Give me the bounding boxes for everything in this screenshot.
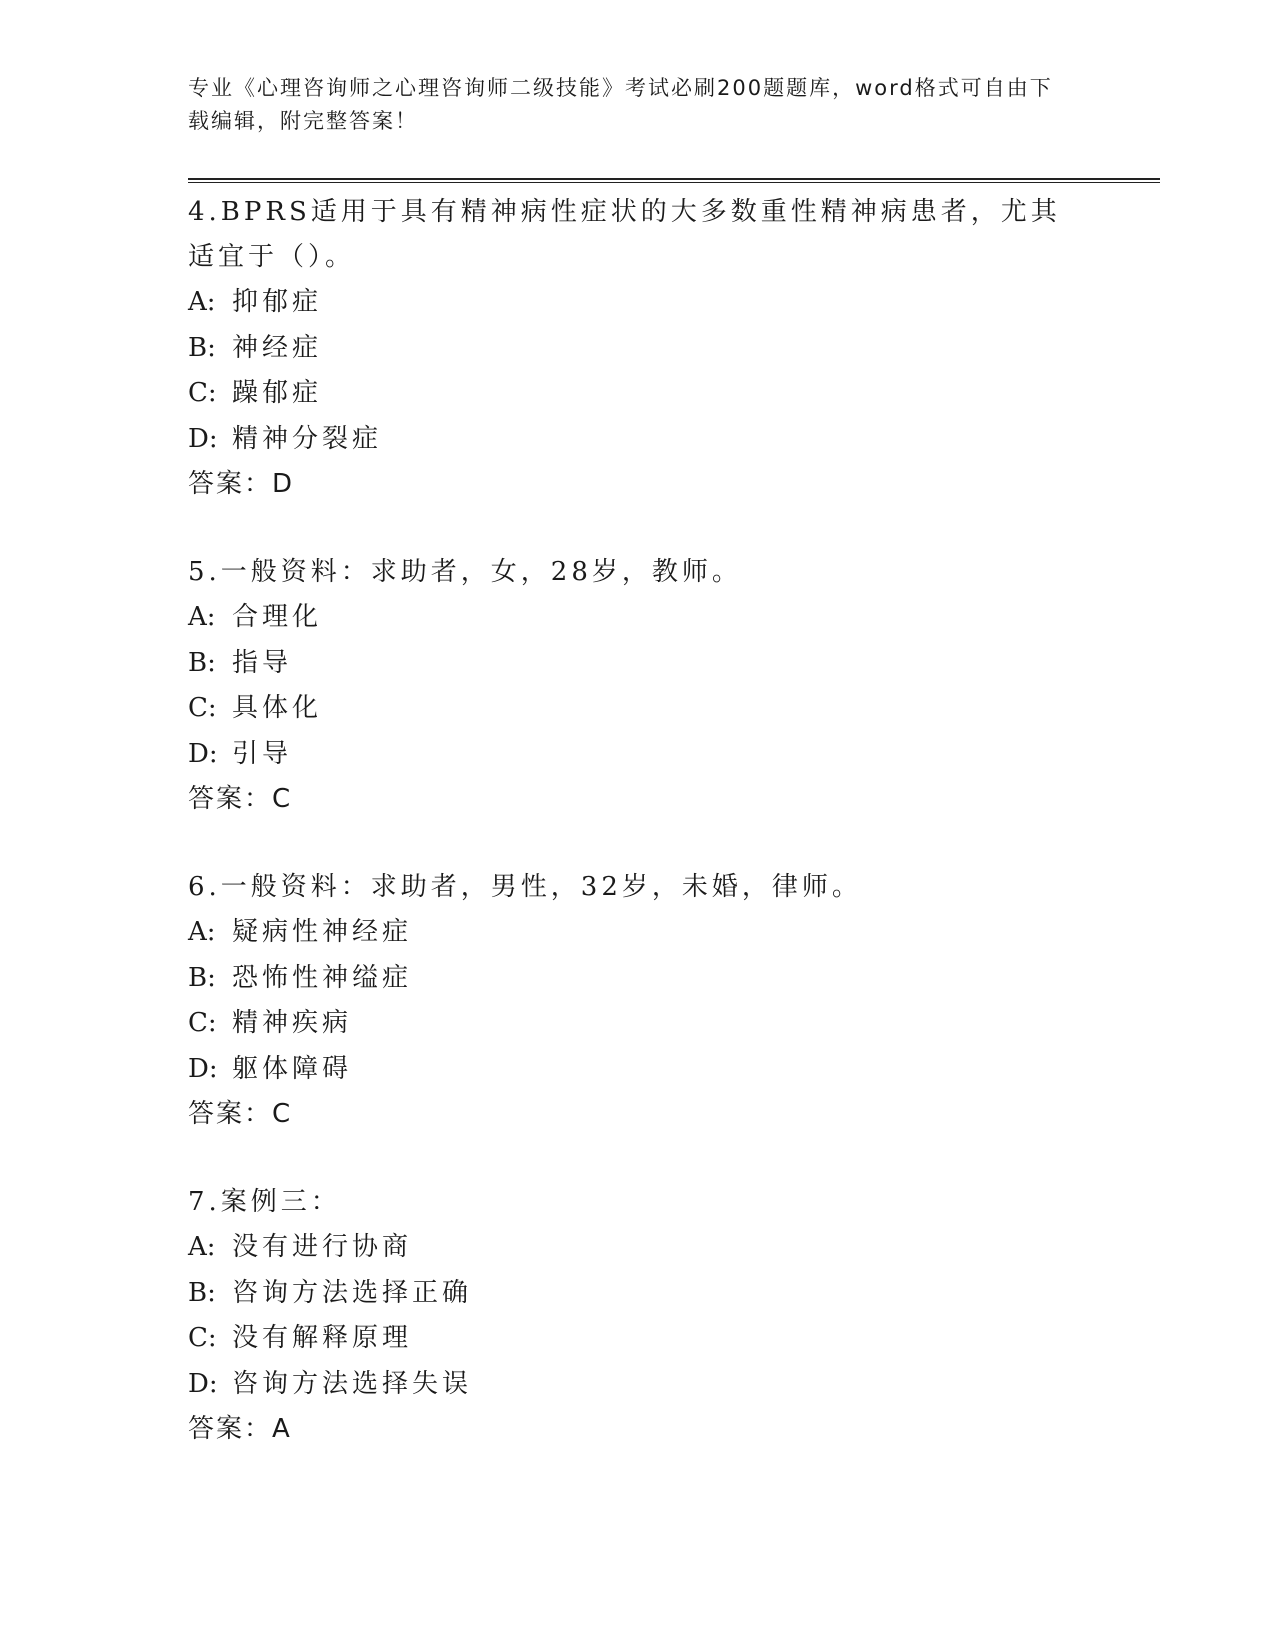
- option-letter: D:: [188, 423, 218, 454]
- option-letter: A:: [188, 602, 216, 632]
- option-b: [188, 326, 1088, 372]
- answer-line: 答案：D: [188, 469, 295, 499]
- option-c: [188, 371, 1088, 417]
- answer-line: 答案：C: [188, 1099, 293, 1129]
- option-b: [188, 641, 1088, 687]
- question-item: [188, 1180, 1088, 1452]
- option-letter: D:: [188, 1368, 218, 1399]
- option-a: [188, 1225, 1088, 1271]
- option-d: [188, 732, 1088, 778]
- option-a: [188, 280, 1088, 326]
- option-text: 咨询方法选择失误: [232, 1368, 473, 1399]
- option-letter: A:: [188, 1232, 216, 1262]
- question-title: 4.BPRS适用于具有精神病性症状的大多数重性精神病患者，尤其适宜于（）。: [188, 197, 1061, 272]
- option-text: 具体化: [232, 693, 323, 723]
- option-text: 精神分裂症: [232, 423, 383, 454]
- option-text: 合理化: [232, 602, 323, 632]
- option-text: 躯体障碍: [232, 1053, 353, 1084]
- answer-line: 答案：C: [188, 784, 293, 814]
- question-title: 6.一般资料：求助者，男性，32岁，未婚，律师。: [188, 872, 862, 902]
- option-letter: B:: [188, 332, 216, 363]
- option-c: [188, 1316, 1088, 1362]
- option-c: [188, 1001, 1088, 1047]
- option-letter: C:: [188, 1008, 217, 1038]
- option-letter: C:: [188, 378, 217, 408]
- question-title: 5.一般资料：求助者，女，28岁，教师。: [188, 557, 742, 587]
- question-item: [188, 190, 1088, 507]
- question-item: [188, 550, 1088, 822]
- option-d: [188, 1362, 1088, 1408]
- option-text: 神经症: [232, 332, 323, 363]
- option-d: [188, 1047, 1088, 1093]
- question-list: [188, 190, 1088, 1495]
- option-letter: C:: [188, 1323, 217, 1353]
- option-letter: B:: [188, 647, 216, 678]
- option-text: 引导: [232, 738, 293, 769]
- option-text: 没有解释原理: [232, 1323, 413, 1353]
- option-text: 指导: [232, 647, 293, 678]
- option-b: [188, 1271, 1088, 1317]
- option-c: [188, 686, 1088, 732]
- option-letter: B:: [188, 962, 216, 993]
- option-text: 精神疾病: [232, 1008, 353, 1038]
- document-header: 专业《心理咨询师之心理咨询师二级技能》考试必刷200题题库，word格式可自由下载编辑，附完整答案！: [188, 76, 1053, 133]
- question-item: [188, 865, 1088, 1137]
- option-letter: A:: [188, 917, 216, 947]
- option-text: 躁郁症: [232, 378, 323, 408]
- option-text: 疑病性神经症: [232, 917, 413, 947]
- option-text: 没有进行协商: [232, 1232, 413, 1262]
- option-text: 抑郁症: [232, 287, 323, 317]
- option-d: [188, 417, 1088, 463]
- option-text: 恐怖性神缢症: [232, 962, 413, 993]
- question-title: 7.案例三：: [188, 1187, 341, 1217]
- header-divider: [188, 178, 1160, 183]
- option-a: [188, 910, 1088, 956]
- option-a: [188, 595, 1088, 641]
- option-b: [188, 956, 1088, 1002]
- option-text: 咨询方法选择正确: [232, 1277, 473, 1308]
- answer-line: 答案：A: [188, 1414, 292, 1444]
- option-letter: D:: [188, 738, 218, 769]
- option-letter: D:: [188, 1053, 218, 1084]
- option-letter: C:: [188, 693, 217, 723]
- option-letter: B:: [188, 1277, 216, 1308]
- option-letter: A:: [188, 287, 216, 317]
